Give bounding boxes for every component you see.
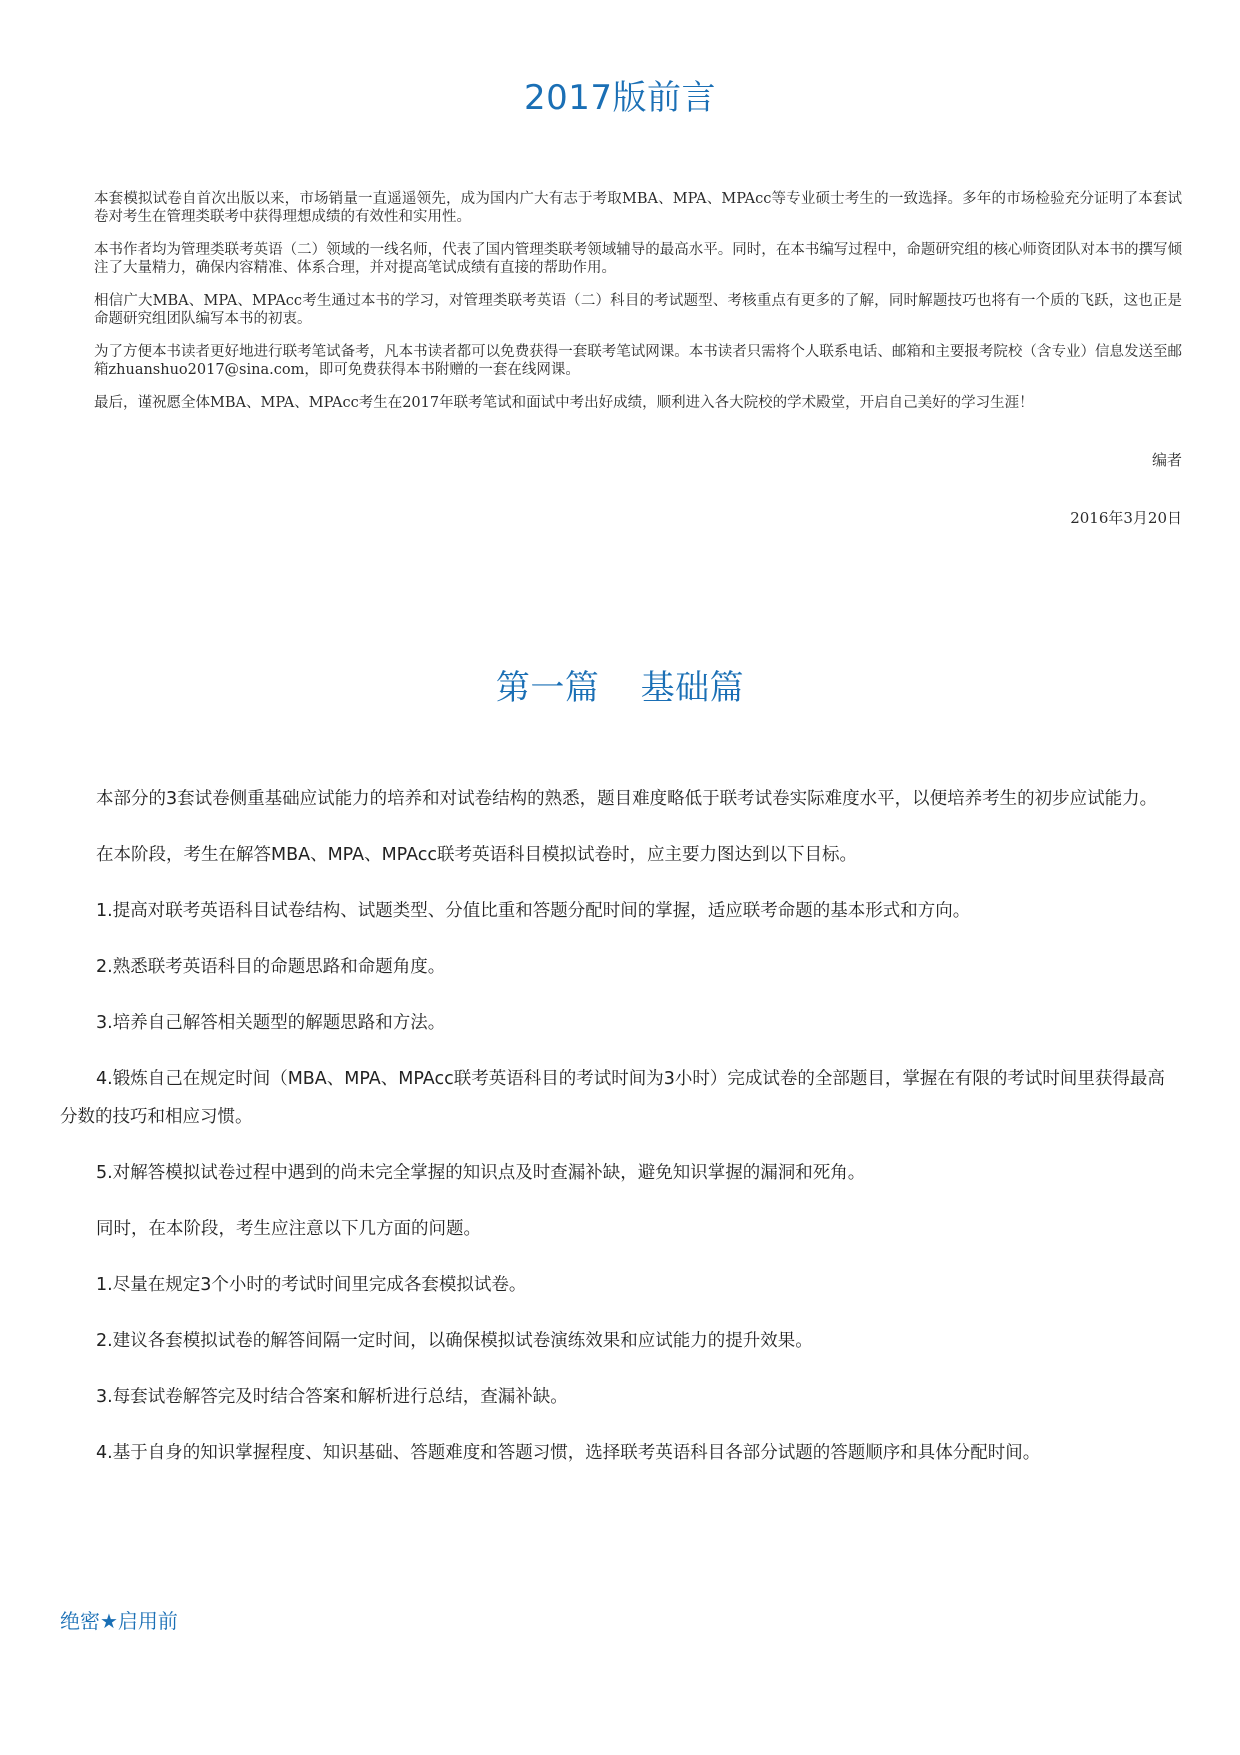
part-one-goal-item: 5.对解答模拟试卷过程中遇到的尚未完全掌握的知识点及时查漏补缺，避免知识掌握的漏洞和死角。 (96, 1163, 866, 1183)
part-one-paragraph: 本部分的3套试卷侧重基础应试能力的培养和对试卷结构的熟悉，题目难度略低于联考试卷实际难度水平，以便培养考生的初步应试能力。 (96, 789, 1158, 809)
preface-paragraph: 相信广大MBA、MPA、MPAcc考生通过本书的学习，对管理类联考英语（二）科目的考试题型、考核重点有更多的了解，同时解题技巧也将有一个质的飞跃，这也正是命题研究组团队编写本书的初衷。 (94, 293, 1182, 327)
preface-paragraph: 本书作者均为管理类联考英语（二）领域的一线名师，代表了国内管理类联考领域辅导的最高水平。同时，在本书编写过程中，命题研究组的核心师资团队对本书的撰写倾注了大量精力，确保内容精准、体系合理，并对提高笔试成绩有直接的帮助作用。 (94, 242, 1182, 276)
preface-paragraph: 为了方便本书读者更好地进行联考笔试备考，凡本书读者都可以免费获得一套联考笔试网课。本书读者只需将个人联系电话、邮箱和主要报考院校（含专业）信息发送至邮箱zhuanshuo2017@sina.com，即可免费获得本书附赠的一套在线网课。 (94, 344, 1182, 378)
part-one-note-item: 4.基于自身的知识掌握程度、知识基础、答题难度和答题习惯，选择联考英语科目各部分试题的答题顺序和具体分配时间。 (96, 1443, 1041, 1463)
preface-paragraph: 最后，谨祝愿全体MBA、MPA、MPAcc考生在2017年联考笔试和面试中考出好成绩，顺利进入各大院校的学术殿堂，开启自己美好的学习生涯！ (94, 395, 1034, 411)
part-one-note-item: 3.每套试卷解答完及时结合答案和解析进行总结，查漏补缺。 (96, 1387, 568, 1407)
confidential-label: 绝密★启用前 (60, 1609, 178, 1633)
preface-date: 2016年3月20日 (1070, 509, 1182, 527)
preface-signature: 编者 (1151, 451, 1182, 469)
part-one-goal-item: 1.提高对联考英语科目试卷结构、试题类型、分值比重和答题分配时间的掌握，适应联考命题的基本形式和方向。 (96, 901, 971, 921)
part-one-note-item: 1.尽量在规定3个小时的考试时间里完成各套模拟试卷。 (96, 1275, 527, 1295)
part-one-body (60, 780, 1182, 1490)
preface-paragraph: 本套模拟试卷自首次出版以来，市场销量一直遥遥领先，成为国内广大有志于考取MBA、MPA、MPAcc等专业硕士考生的一致选择。多年的市场检验充分证明了本套试卷对考生在管理类联考中获得理想成绩的有效性和实用性。 (94, 191, 1182, 225)
part-one-note-item: 2.建议各套模拟试卷的解答间隔一定时间，以确保模拟试卷演练效果和应试能力的提升效果。 (96, 1331, 813, 1351)
part-one-goal-item: 3.培养自己解答相关题型的解题思路和方法。 (96, 1013, 446, 1033)
preface-body (94, 190, 1182, 427)
part-one-goal-item: 4.锻炼自己在规定时间（MBA、MPA、MPAcc联考英语科目的考试时间为3小时）完成试卷的全部题目，掌握在有限的考试时间里获得最高分数的技巧和相应习惯。 (60, 1069, 1165, 1127)
part-one-goal-item: 2.熟悉联考英语科目的命题思路和命题角度。 (96, 957, 446, 977)
preface-title: 2017版前言 (523, 78, 717, 118)
part-one-paragraph: 在本阶段，考生在解答MBA、MPA、MPAcc联考英语科目模拟试卷时，应主要力图达到以下目标。 (96, 845, 858, 865)
part-one-paragraph: 同时，在本阶段，考生应注意以下几方面的问题。 (96, 1219, 481, 1239)
part-one-title: 第一篇 基础篇 (495, 668, 745, 708)
